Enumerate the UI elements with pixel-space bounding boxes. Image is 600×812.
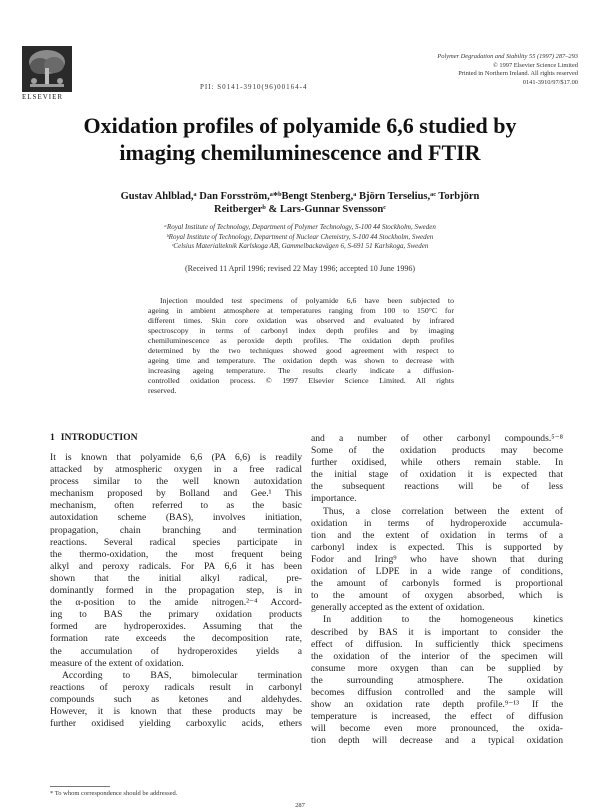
text-line: compounds such as ketones and aldehydes. xyxy=(50,693,302,705)
affiliation-b: ᵇRoyal Institute of Technology, Department of Nuclear Chemistry, S-100 44 Stockholm, Sweden xyxy=(166,232,434,241)
text-line: reactions of peroxy radicals result in carbonyl xyxy=(50,681,302,693)
text-line: further oxidised, while others remain stable. In xyxy=(311,457,563,469)
text-line: ing to BAS the primary oxidation products xyxy=(50,609,302,621)
text-line: mechanism, often referred to as the basic xyxy=(50,500,302,512)
publisher-name: ELSEVIER xyxy=(22,93,64,101)
text-line: generally accepted as the extent of oxidation. xyxy=(311,602,485,614)
text-line: carbonyl index is expected. This is supported by xyxy=(311,541,563,553)
pii-code: PII: S0141-3910(96)00164-4 xyxy=(200,83,308,91)
text-line: formation rate exceeds the decomposition rate, xyxy=(50,633,302,645)
text-line: will become even more pronounced, the oxida- xyxy=(311,723,563,735)
text-line: increasing ageing temperature. The results clearly indicate a diffusion- xyxy=(148,366,454,375)
text-line: the surrounding atmosphere. The oxidation xyxy=(311,674,563,686)
text-line: mechanism proposed by Bolland and Gee.¹ This xyxy=(50,488,302,500)
text-line: determined by the two techniques showed good agreement with respect to xyxy=(148,346,454,355)
text-line: described by BAS it is important to consider the xyxy=(311,626,563,638)
text-line: importance. xyxy=(311,493,357,505)
text-line: However, it is known that these products may be xyxy=(50,705,302,717)
text-line: tion depth will decrease and a typical oxidation xyxy=(311,735,563,747)
text-line: becomes diffusion controlled and the sample will xyxy=(311,686,563,698)
section-heading xyxy=(50,432,302,444)
text-line: to the amount of oxygen absorbed, which is xyxy=(311,590,563,602)
text-line: the initial stage of oxidation it is expected that xyxy=(311,469,563,481)
text-line: and a number of other carbonyl compounds.⁵⁻⁸ xyxy=(311,433,563,444)
footnote-rule xyxy=(50,786,110,787)
text-line: controlled oxidation process. © 1997 Elsevier Science Limited. All rights xyxy=(148,376,454,385)
text-line: Thus, a close correlation between the extent of xyxy=(323,505,563,517)
text-line: different times. Skin core oxidation was observed and evaluated by infrared xyxy=(148,316,454,325)
text-line: ageing in ambient atmosphere at temperatures ranging from 100 to 150°C for xyxy=(148,306,454,315)
text-line: reactions. Several radical species participate in xyxy=(50,536,302,548)
text-line: oxidation of LDPE in a wide range of conditions, xyxy=(311,566,563,578)
text-line: autoxidation scheme (BAS), involves initiation, xyxy=(50,512,302,524)
text-line: the α-position to the amide nitrogen.²⁻⁴ Accord- xyxy=(50,597,302,609)
article-title xyxy=(30,112,570,166)
footnote: * To whom correspondence should be addressed. xyxy=(50,790,178,797)
text-line: measure of the extent of oxidation. xyxy=(50,657,184,669)
text-line: Injection moulded test specimens of polyamide 6,6 have been subjected to xyxy=(160,296,454,305)
text-line: the subsequent reactions will be of less xyxy=(311,481,563,493)
text-line: reserved. xyxy=(148,386,177,395)
text-line: Fodor and Iring⁹ who have shown that during xyxy=(311,553,563,565)
text-line: chemiluminescence as peroxide depth profiles. The oxidation depth profiles xyxy=(148,336,454,345)
printed-line: Printed in Northern Ireland. All rights reserved xyxy=(458,70,578,78)
text-line: effect of diffusion. In sufficiently thick specimens xyxy=(311,638,563,650)
journal-citation: Polymer Degradation and Stability 55 (1997) 287–293 xyxy=(437,53,578,60)
text-line: consume more oxygen than can be supplied by xyxy=(311,662,563,674)
affiliation-a: ᵃRoyal Institute of Technology, Department of Polymer Technology, S-100 44 Stockholm, Sweden xyxy=(164,223,436,231)
text-line: further oxidised yielding carboxylic acids, ethers xyxy=(50,718,302,730)
left-column xyxy=(50,432,302,730)
text-line: propagation, chain branching and termination xyxy=(50,524,302,536)
text-line: shown that the initial alkyl radical, pre- xyxy=(50,572,302,584)
text-line: spectroscopy in terms of carbonyl index depth profiles and by imaging xyxy=(148,326,454,335)
text-line: temperature is increased, the effect of diffusion xyxy=(311,711,563,723)
affiliations xyxy=(60,223,540,252)
text-line: process similar to the well known autoxidation xyxy=(50,476,302,488)
text-line: dominantly formed in the propagation step, is in xyxy=(50,585,302,597)
text-line: the amount of carbonyls formed is proportional xyxy=(311,578,563,590)
journal-info xyxy=(437,53,578,87)
right-column xyxy=(311,433,563,747)
copyright-line: © 1997 Elsevier Science Limited xyxy=(492,61,578,69)
received-dates: (Received 11 April 1996; revised 22 May 1996; accepted 10 June 1996) xyxy=(184,264,416,273)
abstract xyxy=(148,296,454,396)
author-list xyxy=(60,190,540,216)
text-line: formed are hydroperoxides. Assuming that the xyxy=(50,621,302,633)
text-line: According to BAS, bimolecular termination xyxy=(62,669,302,681)
text-line: oxidation in terms of hydroperoxide accumula- xyxy=(311,517,563,529)
text-line: tion and the extent of oxidation in terms of a xyxy=(311,529,563,541)
authors-line-2: Reitbergerᵇ & Lars-Gunnar Svenssonᶜ xyxy=(214,204,386,215)
elsevier-logo xyxy=(22,46,72,101)
text-line: the oxidation of the interior of the specimen will xyxy=(311,650,563,662)
text-line: alkyl and peroxy radicals. For PA 6,6 it has been xyxy=(50,560,302,572)
title-line-2: imaging chemiluminescence and FTIR xyxy=(119,140,481,165)
page-number: 287 xyxy=(295,802,305,809)
text-line: the thermo-oxidation, the most frequent being xyxy=(50,548,302,560)
section-title: INTRODUCTION xyxy=(60,432,138,443)
title-line-1: Oxidation profiles of polyamide 6,6 studied by xyxy=(83,113,517,138)
issn-line: 0141-3910/97/$17.00 xyxy=(522,78,578,86)
text-line: In addition to the homogeneous kinetics xyxy=(323,614,563,626)
section-number: 1 xyxy=(50,432,55,443)
text-line: ageing time and temperature. The oxidation depth was shown to decrease with xyxy=(148,356,454,365)
text-line: Some of the oxidation products may become xyxy=(311,445,563,457)
text-line: It is known that polyamide 6,6 (PA 6,6) is readily xyxy=(50,452,302,463)
affiliation-c: ᶜCelsius Materialteknik Karlskoga AB, Gammelbackavägen 6, S-691 51 Karlskoga, Sweden xyxy=(171,242,429,250)
authors-line-1: Gustav Ahlblad,ᵃ Dan Forsström,ᵃ*ᵇBengt Stenberg,ᵃ Björn Terselius,ᵃᶜ Torbjörn xyxy=(120,191,480,202)
text-line: the accumulation of hydroperoxides yields a xyxy=(50,645,302,657)
text-line: attacked by atmospheric oxygen in a free radical xyxy=(50,464,302,476)
tree-emblem-icon xyxy=(22,46,72,92)
right-column-body xyxy=(311,433,563,747)
left-column-body xyxy=(50,452,302,730)
text-line: show an oxidation rate depth profile.⁹⁻¹³ If the xyxy=(311,699,563,711)
